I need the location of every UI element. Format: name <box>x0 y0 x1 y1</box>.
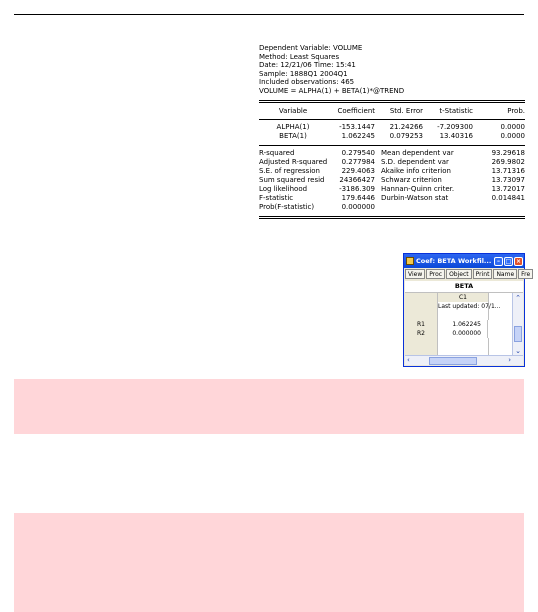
column-header-std-error: Std. Error <box>389 106 423 115</box>
scroll-left-icon[interactable]: ‹ <box>407 356 410 364</box>
row-header <box>405 338 438 347</box>
column-header-variable: Variable <box>278 106 308 115</box>
freeze-button[interactable]: Fre <box>518 269 533 279</box>
observations-line: Included observations: 465 <box>259 78 355 87</box>
stat-label: F-statistic <box>259 193 294 202</box>
column-header-prob: Prob. <box>507 106 525 115</box>
regression-output <box>259 44 525 219</box>
stat-value: 269.9802 <box>491 157 525 166</box>
stat-label: Adjusted R-squared <box>259 157 328 166</box>
grid-header-row <box>405 293 513 302</box>
scroll-up-icon[interactable]: ⌃ <box>515 294 521 302</box>
vertical-scroll-thumb[interactable] <box>514 326 522 342</box>
stat-value: 229.4063 <box>341 166 375 175</box>
coef-t-statistic: 13.40316 <box>439 131 473 140</box>
stat-value: 13.72017 <box>491 184 525 193</box>
coefficient-row <box>259 132 525 141</box>
grid-row <box>405 338 513 347</box>
column-headers <box>259 103 525 119</box>
spreadsheet-view <box>405 281 523 365</box>
row-header <box>405 311 438 320</box>
statistics-rows <box>259 146 525 216</box>
dependent-variable-line: Dependent Variable: VOLUME <box>259 44 363 52</box>
window-toolbar <box>404 268 531 280</box>
row-header <box>405 302 438 311</box>
stat-row <box>259 158 525 167</box>
minimize-icon[interactable]: – <box>494 257 503 266</box>
grid-row <box>405 302 513 311</box>
stat-row <box>259 194 525 203</box>
horizontal-scroll-thumb[interactable] <box>429 357 477 365</box>
stat-value: 93.29618 <box>491 148 525 157</box>
close-icon[interactable]: × <box>515 257 522 265</box>
double-rule-bottom <box>259 216 525 219</box>
proc-button[interactable]: Proc <box>426 269 445 279</box>
stat-row <box>259 167 525 176</box>
stat-label: Schwarz criterion <box>381 175 442 184</box>
stat-value: 24366427 <box>339 175 375 184</box>
grid-row <box>405 320 513 329</box>
object-button[interactable]: Object <box>446 269 472 279</box>
window-titlebar[interactable] <box>404 254 524 268</box>
column-header-t-statistic: t-Statistic <box>439 106 473 115</box>
stat-value: 0.277984 <box>341 157 375 166</box>
row-header-r2[interactable]: R2 <box>405 329 438 338</box>
coef-beta-window[interactable] <box>403 253 531 367</box>
note-box-2 <box>14 513 524 612</box>
scroll-right-icon[interactable]: › <box>508 356 511 364</box>
print-button[interactable]: Print <box>473 269 493 279</box>
grid-row <box>405 329 513 338</box>
coef-value: -153.1447 <box>339 122 375 131</box>
stat-row <box>259 176 525 185</box>
regression-header <box>259 44 525 96</box>
column-header-coefficient: Coefficient <box>337 106 375 115</box>
top-rule <box>14 14 524 15</box>
stat-label: R-squared <box>259 148 295 157</box>
coef-prob: 0.0000 <box>500 122 525 131</box>
stat-value: -3186.309 <box>339 184 375 193</box>
coef-value: 1.062245 <box>341 131 375 140</box>
value-cell-r2[interactable]: 0.000000 <box>438 329 488 338</box>
empty-cell[interactable] <box>438 311 489 320</box>
window-title: Coef: BETA Workfil... <box>416 257 492 265</box>
stat-value: 13.73097 <box>491 175 525 184</box>
stat-value: 13.71316 <box>491 166 525 175</box>
object-title: BETA <box>405 281 523 293</box>
equation-line: VOLUME = ALPHA(1) + BETA(1)*@TREND <box>259 86 405 95</box>
coefficient-rows <box>259 120 525 145</box>
coefficient-grid <box>405 293 513 356</box>
vertical-scrollbar[interactable] <box>512 293 523 356</box>
stat-label: Mean dependent var <box>381 148 454 157</box>
empty-cell[interactable] <box>438 338 489 347</box>
last-updated-cell[interactable]: Last updated: 07/1... <box>438 303 501 310</box>
scroll-down-icon[interactable]: ⌄ <box>515 347 521 355</box>
stat-value: 0.279540 <box>341 148 375 157</box>
view-button[interactable]: View <box>405 269 425 279</box>
coef-variable: BETA(1) <box>279 131 307 140</box>
coefficient-row <box>259 123 525 132</box>
grid-row <box>405 311 513 320</box>
stat-label: Akaike info criterion <box>381 166 451 175</box>
corner-cell <box>405 293 438 302</box>
coef-std-error: 21.24266 <box>389 122 423 131</box>
maximize-icon[interactable]: □ <box>505 257 512 265</box>
stat-row <box>259 185 525 194</box>
stat-value: 179.6446 <box>341 193 375 202</box>
stat-label: Log likelihood <box>259 184 308 193</box>
row-header-r1[interactable]: R1 <box>405 320 438 329</box>
stat-value: 0.014841 <box>491 193 525 202</box>
stat-row <box>259 203 525 212</box>
note-box-1 <box>14 379 524 434</box>
method-line: Method: Least Squares <box>259 52 340 61</box>
stat-label: Sum squared resid <box>259 175 325 184</box>
coef-variable: ALPHA(1) <box>276 122 310 131</box>
horizontal-scrollbar[interactable] <box>405 355 523 365</box>
stat-label: S.E. of regression <box>259 166 320 175</box>
app-icon <box>406 257 414 265</box>
stat-label: Hannan-Quinn criter. <box>381 184 455 193</box>
stat-row <box>259 149 525 158</box>
coef-t-statistic: -7.209300 <box>437 122 473 131</box>
stat-label <box>375 203 471 212</box>
date-line: Date: 12/21/06 Time: 15:41 <box>259 61 356 70</box>
coef-std-error: 0.079253 <box>389 131 423 140</box>
column-header-c1[interactable]: C1 <box>438 293 489 302</box>
stat-label: Prob(F-statistic) <box>259 202 315 211</box>
stat-label: S.D. dependent var <box>381 157 449 166</box>
stat-label: Durbin-Watson stat <box>381 193 449 202</box>
name-button[interactable]: Name <box>493 269 517 279</box>
value-cell-r1[interactable]: 1.062245 <box>438 320 488 329</box>
sample-line: Sample: 1888Q1 2004Q1 <box>259 69 348 78</box>
stat-value <box>471 203 525 212</box>
coef-prob: 0.0000 <box>500 131 525 140</box>
stat-value: 0.000000 <box>341 202 375 211</box>
